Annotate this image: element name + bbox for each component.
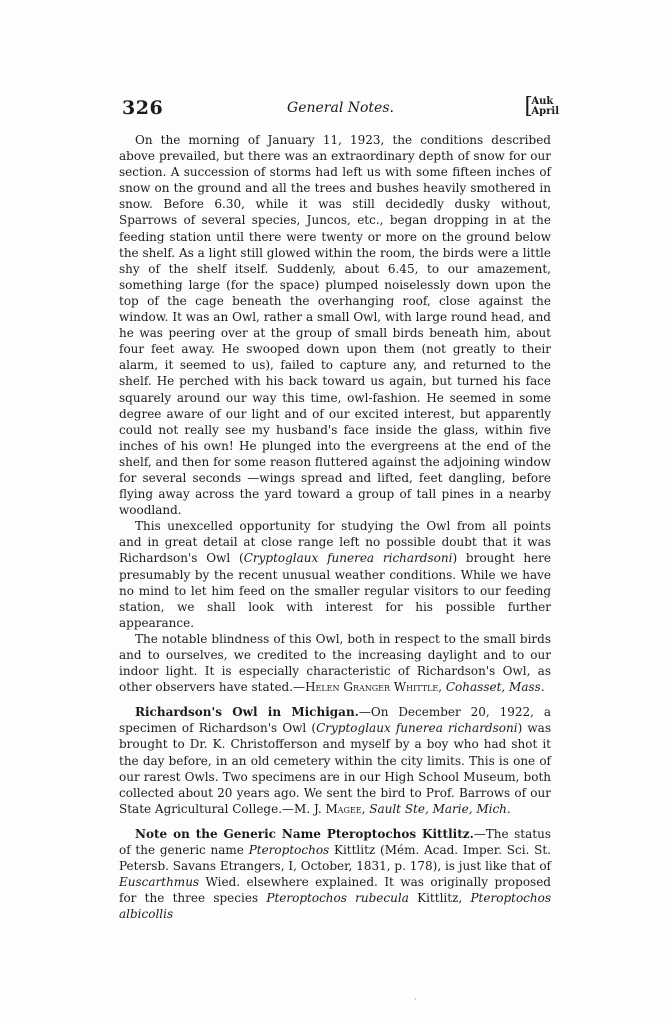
species-name: Pteroptochos rubecula (266, 891, 409, 906)
note-text-before: On December 20, 1922, a specimen of Richardson's Owl ( (119, 705, 552, 736)
scientific-name: Cryptoglaux funerea richardsoni (316, 721, 518, 736)
paragraph-observation-text: On the morning of January 11, 1923, the conditions described above prevailed, but there was an extraordinary depth of snow for our section. A succession of storms had left us with some fifteen inches of snow on the ground and all the trees and bushes heavily smothered in snow. Before 6.30, while it was still decidedly dusky without, Sparrows of several species, Juncos, etc., began dropping in at the feeding station until there were twenty or more on the ground below the shelf. As a light still glowed within the room, the birds were a little shy of the shelf itself. Suddenly, about 6.45, to our amazement, something large (for the space) plumped noiselessly down upon the top of the cage beneath the overhanging roof, close against the window. It was an Owl, rather a small Owl, with large round head, and he was peering over at the group of small birds beneath him, about four feet away. He swooped down upon them (not greatly to their alarm, it seemed to us), failed to capture any, and returned to the shelf. He perched with his back toward us again, but turned his face squarely around our way this time, owl-fashion. He seemed in some degree aware of our light and of our excited interest, but apparently could not really see my husband's face inside the glass, within five inches of his own! He plunged into the evergreens at the end of the shelf, and then for some reason fluttered against the adjoining window for several seconds —wings spread and lifted, feet dangling, before flying away across the yard toward a group of tall pines in a nearby woodland. (119, 133, 551, 518)
note-title: Richardson's Owl in Michigan. (135, 705, 359, 720)
author-separator: , (361, 801, 370, 816)
scan-speck: · (414, 995, 417, 1004)
note-text-1: The status of the generic name (119, 826, 551, 858)
article-body (119, 132, 551, 923)
paragraph-identification (119, 518, 551, 631)
genus-name: Euscarthmus (119, 875, 200, 890)
note-title: Note on the Generic Name Pteroptochos Kittlitz. (135, 826, 474, 841)
author-place: Sault Ste, Marie, Mich. (369, 801, 511, 816)
page-header (122, 94, 559, 123)
paragraph-blindness (119, 631, 551, 695)
genus-name: Pteroptochos (248, 843, 330, 858)
volume-month: April (531, 106, 559, 117)
note-michigan (119, 704, 551, 817)
identification-text-after: ) brought here presumably by the recent unusual weather conditions. While we have no mind to let him feed on the smaller regular visitors to our feeding station, we shall look with interest for his possible further appearance. (119, 551, 551, 630)
blindness-text: The notable blindness of this Owl, both in respect to the small birds and to ourselves, we credited to the increasing daylight and to our indoor light. It is especially characteristic of Richardson's Owl, as other observers have stated.— (119, 631, 551, 695)
author-place: Cohasset, Mass. (445, 680, 545, 695)
note-pteroptochos (119, 826, 551, 923)
author-name: M. J. Magee (294, 801, 362, 816)
note-text-after: ) was brought to Dr. K. Christofferson and myself by a boy who had shot it the day before, in an old cemetery within the city limits. This is one of our rarest Owls. Two specimens are in our High School Museum, both collected about 20 years ago. We sent the bird to Prof. Barrows of our State Agricultural College.— (119, 721, 551, 816)
volume-marker (524, 94, 559, 119)
species-name: Pteroptochos albicollis (119, 891, 552, 922)
volume-bracket: [ (524, 94, 533, 119)
author-separator: , (438, 680, 446, 695)
scientific-name: Cryptoglaux funerea richardsoni (243, 551, 453, 566)
note-dash: — (473, 826, 486, 841)
identification-text-before: This unexcelled opportunity for studying the Owl from all points and in great detail at close range left no possible doubt that it was Richardson's Owl ( (119, 519, 551, 566)
page-number: 326 (122, 97, 164, 119)
note-text-2: Kittlitz (Mém. Acad. Imper. Sci. St. Petersb. Savans Etrangers, I, October, 1831, p. 178), is just like that of (119, 843, 551, 874)
note-text-3: Wied. elsewhere explained. It was originally proposed for the three species (119, 875, 551, 906)
volume-journal: Auk (531, 96, 554, 107)
note-dash: — (358, 705, 371, 720)
paragraph-observation (119, 132, 551, 518)
note-text-4: Kittlitz, (408, 891, 471, 906)
running-title: General Notes. (287, 100, 394, 116)
author-name: Helen Granger Whittle (305, 680, 439, 695)
